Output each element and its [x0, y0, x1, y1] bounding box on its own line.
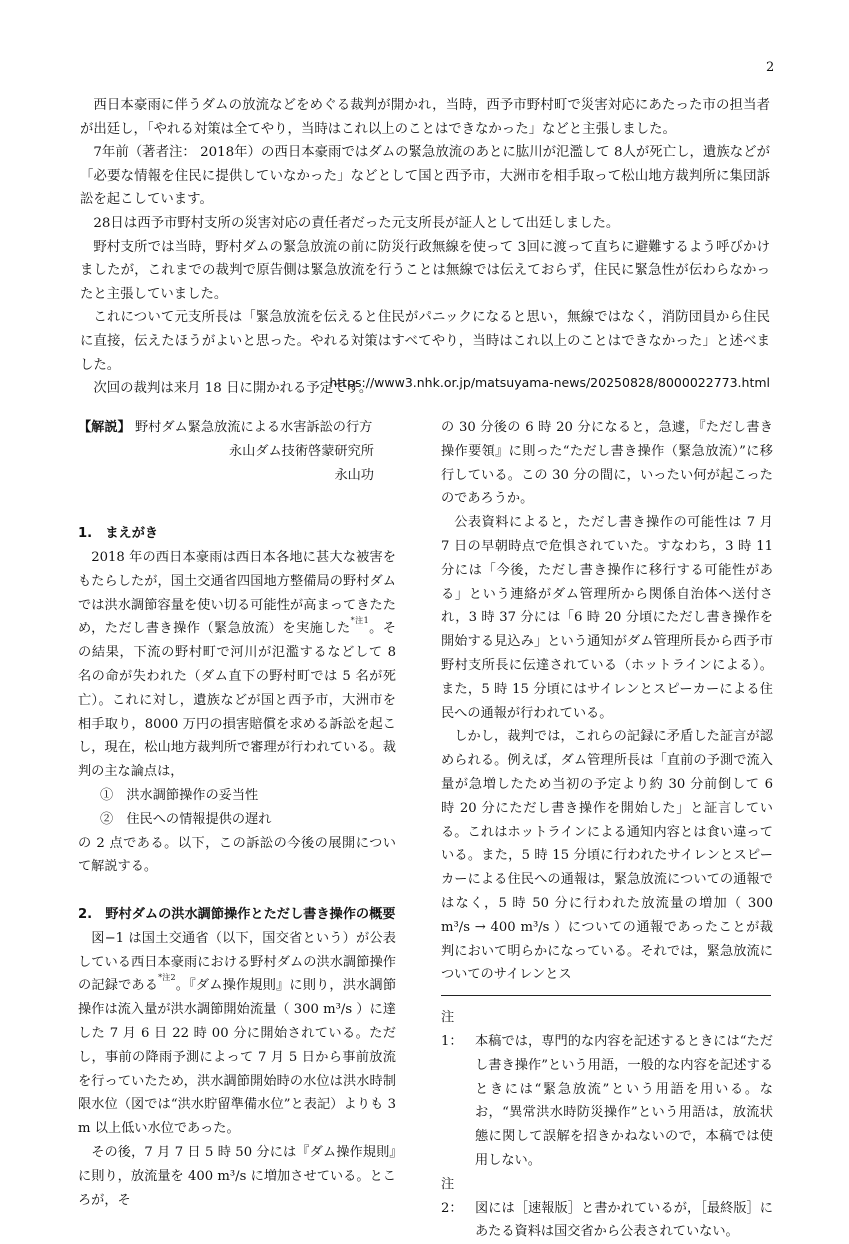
footnote-2: [441, 1173, 773, 1244]
body-paragraph: の 30 分後の 6 時 20 分になると，急遽，『ただし書き操作要領』に則った“ただし書き操作（緊急放流）”に移行している。この 30 分の間に，いったい何が起こったのであろうか。: [441, 420, 773, 507]
section1-heading: 1. まえがき: [78, 526, 159, 542]
section2-paragraph: [78, 927, 396, 1141]
article-label: 【解説】: [78, 420, 131, 435]
text-run: 2018 年の西日本豪雨は西日本各地に甚大な被害をもたらしたが，国土交通省四国地方整備局の野村ダムでは洪水調節容量を使い切る可能性が高まってきたため，ただし書き操作（緊急放流）を実施した: [78, 549, 396, 637]
footnote-text: 本稿では，専門的な内容を記述するときには“ただし書き操作”という用語，一般的な内容を記述するときには“緊急放流”という用語を用いる。なお，“異常洪水時防災操作”という用語は，放流状態に関して誤解を招きかねないので，本稿では使用しない。: [475, 1033, 773, 1168]
footnote-text: 図には［速報版］と書かれているが，［最終版］にあたる資料は国交省から公表されていない。: [475, 1200, 773, 1240]
intro-paragraph: 野村支所では当時，野村ダムの緊急放流の前に防災行政無線を使って 3回に渡って直ちに避難するよう呼びかけましたが，これまでの裁判で原告側は緊急放流を行うことは無線では伝えておらず，住民に緊急性が伝わらなかったと主張していました。: [80, 239, 770, 302]
footnote-divider: [441, 995, 771, 996]
author-affiliation: 永山ダム技術啓蒙研究所: [228, 443, 374, 459]
intro-paragraph: 28日は西予市野村支所の災害対応の責任者だった元支所長が証人として出廷しました。: [93, 215, 620, 231]
intro-paragraph: 7年前（著者注： 2018年）の西日本豪雨ではダムの緊急放流のあとに肱川が氾濫して 8人が死亡し，遺族などが「必要な情報を住民に提供していなかった」などとして国と西予市，大洲市を相手取って松山地方裁判所に集団訴訟を起こしています。: [80, 145, 770, 208]
section1-paragraph-2: の 2 点である。以下，この訴訟の今後の展開について解説する。: [78, 835, 396, 875]
author-name: 永山功: [334, 467, 374, 483]
news-excerpt: [80, 94, 770, 401]
footnote-tag: 注 2：: [441, 1176, 463, 1216]
text-run: 。その結果，下流の野村町で河川が氾濫するなどして 8 名の命が失われた（ダム直下の野村町では 5 名が死亡）。これに対し，遺族などが国と西予市，大洲市を相手取り，8000 万円の損害賠償を求める訴訟を起こし，現在，松山地方裁判所で審理が行われている。裁判の主な論点は，: [78, 621, 396, 780]
intro-paragraph: 西日本豪雨に伴うダムの放流などをめぐる裁判が開かれ，当時，西予市野村町で災害対応にあたった市の担当者が出廷し，「やれる対策は全てやり，当時はこれ以上のことはできなかった」などと主張しました。: [80, 98, 770, 137]
footnote-ref: *注2: [158, 973, 176, 983]
footnote-tag: 注 1：: [441, 1010, 463, 1049]
list-item: ① 洪水調節操作の妥当性: [100, 787, 259, 803]
page-number: 2: [766, 60, 775, 75]
text-run: 。『ダム操作規則』に則り，洪水調節操作は流入量が洪水調節開始流量（ 300 m³/s ）に達した 7 月 6 日 22 時 00 分に開始されている。ただし，事前の降雨予測によって 7 月 5 日から事前放流を行っていたため，洪水調節開始時の水位は洪水時制限水位（図では“洪水貯留準備水位”と表記）よりも 3 m 以上低い水位であった。: [78, 978, 397, 1137]
body-paragraph: しかし，裁判では，これらの記録に矛盾した証言が認められる。例えば，ダム管理所長は「直前の予測で流入量が急増したため当初の予定より約 30 分前倒して 6 時 20 分にただし書き操作を開始した」と証言している。これはホットラインによる通知内容とは食い違っている。また，5 時 15 分頃に行われたサイレンとスピーカーによる住民への通報は，緊急放流についての通報ではなく，5 時 50 分に行われた放流量の増加（ 300 m³/s → 400 m³/s ）についての通報であったことが裁判において明らかになっている。それでは，緊急放流についてのサイレンとス: [441, 729, 773, 983]
intro-paragraph: 次回の裁判は来月 18 日に開かれる予定です。: [93, 381, 373, 397]
article-title: 野村ダム緊急放流による水害訴訟の行方: [134, 420, 373, 435]
left-column: [78, 416, 396, 1212]
section1-paragraph: [78, 546, 396, 784]
footnote-ref: *注1: [350, 616, 369, 626]
body-paragraph: 公表資料によると，ただし書き操作の可能性は 7 月 7 日の早朝時点で危惧されていた。すなわち，3 時 11 分には「今後，ただし書き操作に移行する可能性がある」という連絡がダム管理所から関係自治体へ送付され，3 時 37 分には「6 時 20 分頃にただし書き操作を開始する見込み」という通知がダム管理所長から西予市野村支所長に伝達されている（ホットラインによる）。また，5 時 15 分頃にはサイレンとスピーカーによる住民への通報が行われている。: [441, 515, 773, 721]
section2-heading: 2. 野村ダムの洪水調節操作とただし書き操作の概要: [78, 906, 396, 922]
source-url: https://www3.nhk.or.jp/matsuyama-news/20250828/8000022773.html: [329, 375, 770, 390]
intro-paragraph: これについて元支所長は「緊急放流を伝えると住民がパニックになると思い，無線ではなく，消防団員から住民に直接，伝えたほうがよいと思った。やれる対策はすべてやり，当時はこれ以上のことはできなかった」と述べました。: [80, 310, 770, 373]
article-heading: [78, 416, 396, 440]
right-column: [441, 416, 773, 1244]
footnote-1: [441, 1006, 773, 1173]
list-item: ② 住民への情報提供の遅れ: [100, 811, 272, 827]
text-run: 図−1 は国土交通省（以下，国交省という）が公表している西日本豪雨における野村ダムの洪水調節操作の記録である: [78, 930, 396, 994]
section2-paragraph-2: その後，7 月 7 日 5 時 50 分には『ダム操作規則』に則り，放流量を 400 m³/s に増加させている。ところが，そ: [78, 1144, 396, 1208]
